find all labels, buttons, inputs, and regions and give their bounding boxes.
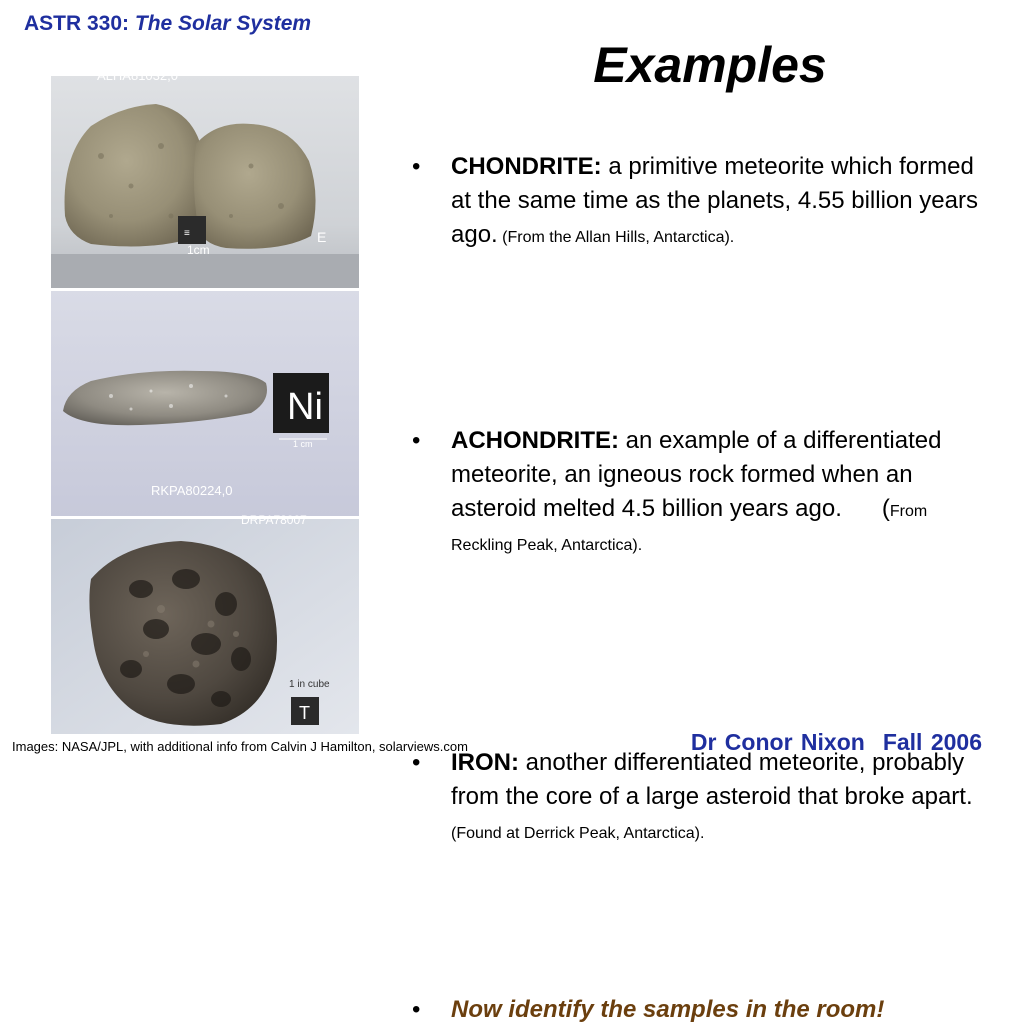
list-item-iron (412, 746, 992, 848)
achondrite-scale-label: 1 cm (293, 439, 313, 449)
chondrite-scale-label: 1cm (187, 243, 210, 257)
achondrite-photo (51, 291, 359, 516)
achondrite-cube-mark: Ni (287, 386, 323, 428)
iron-scale-label: 1 in cube (289, 679, 330, 690)
bullet-note: (From the Allan Hills, Antarctica). (497, 229, 735, 246)
bullet-term: ACHONDRITE: (451, 427, 619, 454)
term-label: Fall 2006 (882, 729, 982, 755)
bullet-text: another differentiated meteorite, probably from the core of a large asteroid that broke apart. (451, 749, 973, 810)
bullet-text: an example of a differentiated meteorite, an igneous rock formed when an asteroid melted 4.5 billion years ago. (451, 427, 942, 522)
bullet-term: CHONDRITE: (451, 153, 602, 180)
bullet-symbol: • (412, 749, 421, 776)
iron-cube-mark: T (299, 703, 310, 723)
author-name: Dr Conor Nixon (690, 729, 865, 755)
image-credit: Images: NASA/JPL, with additional info from Calvin J Hamilton, solarviews.com (12, 739, 468, 754)
instruction-text: Now identify the samples in the room! (451, 996, 885, 1023)
author-footer (691, 729, 982, 756)
course-title: The Solar System (134, 12, 312, 35)
list-item-chondrite (412, 150, 992, 252)
list-item-achondrite (412, 424, 992, 560)
bullet-symbol: • (412, 996, 421, 1023)
bullet-symbol: • (412, 427, 421, 454)
achondrite-sample-label: RKPA80224,0 (151, 483, 233, 498)
course-code: ASTR 330: (24, 12, 130, 35)
bullet-note: (Found at Derrick Peak, Antarctica). (451, 825, 705, 842)
bullet-text: a primitive meteorite which formed at the same time as the planets, 4.55 billion years ago. (451, 153, 978, 248)
chondrite-sample-label: ALHA81032,0 (97, 68, 178, 83)
svg-text:≡: ≡ (184, 228, 190, 239)
chondrite-cube-mark: E (317, 229, 327, 245)
bullet-note-paren: ( (881, 495, 890, 522)
chondrite-photo (51, 68, 359, 288)
bullet-symbol: • (412, 153, 421, 180)
bullet-note: From Reckling Peak, Antarctica). (451, 503, 928, 554)
course-header (24, 12, 311, 36)
slide-title: Examples (593, 37, 827, 93)
bullet-term: IRON: (451, 749, 519, 776)
iron-sample-label: DRPA78007 (241, 513, 307, 527)
list-item-instruction (412, 993, 992, 1027)
iron-meteorite-photo (51, 513, 359, 734)
